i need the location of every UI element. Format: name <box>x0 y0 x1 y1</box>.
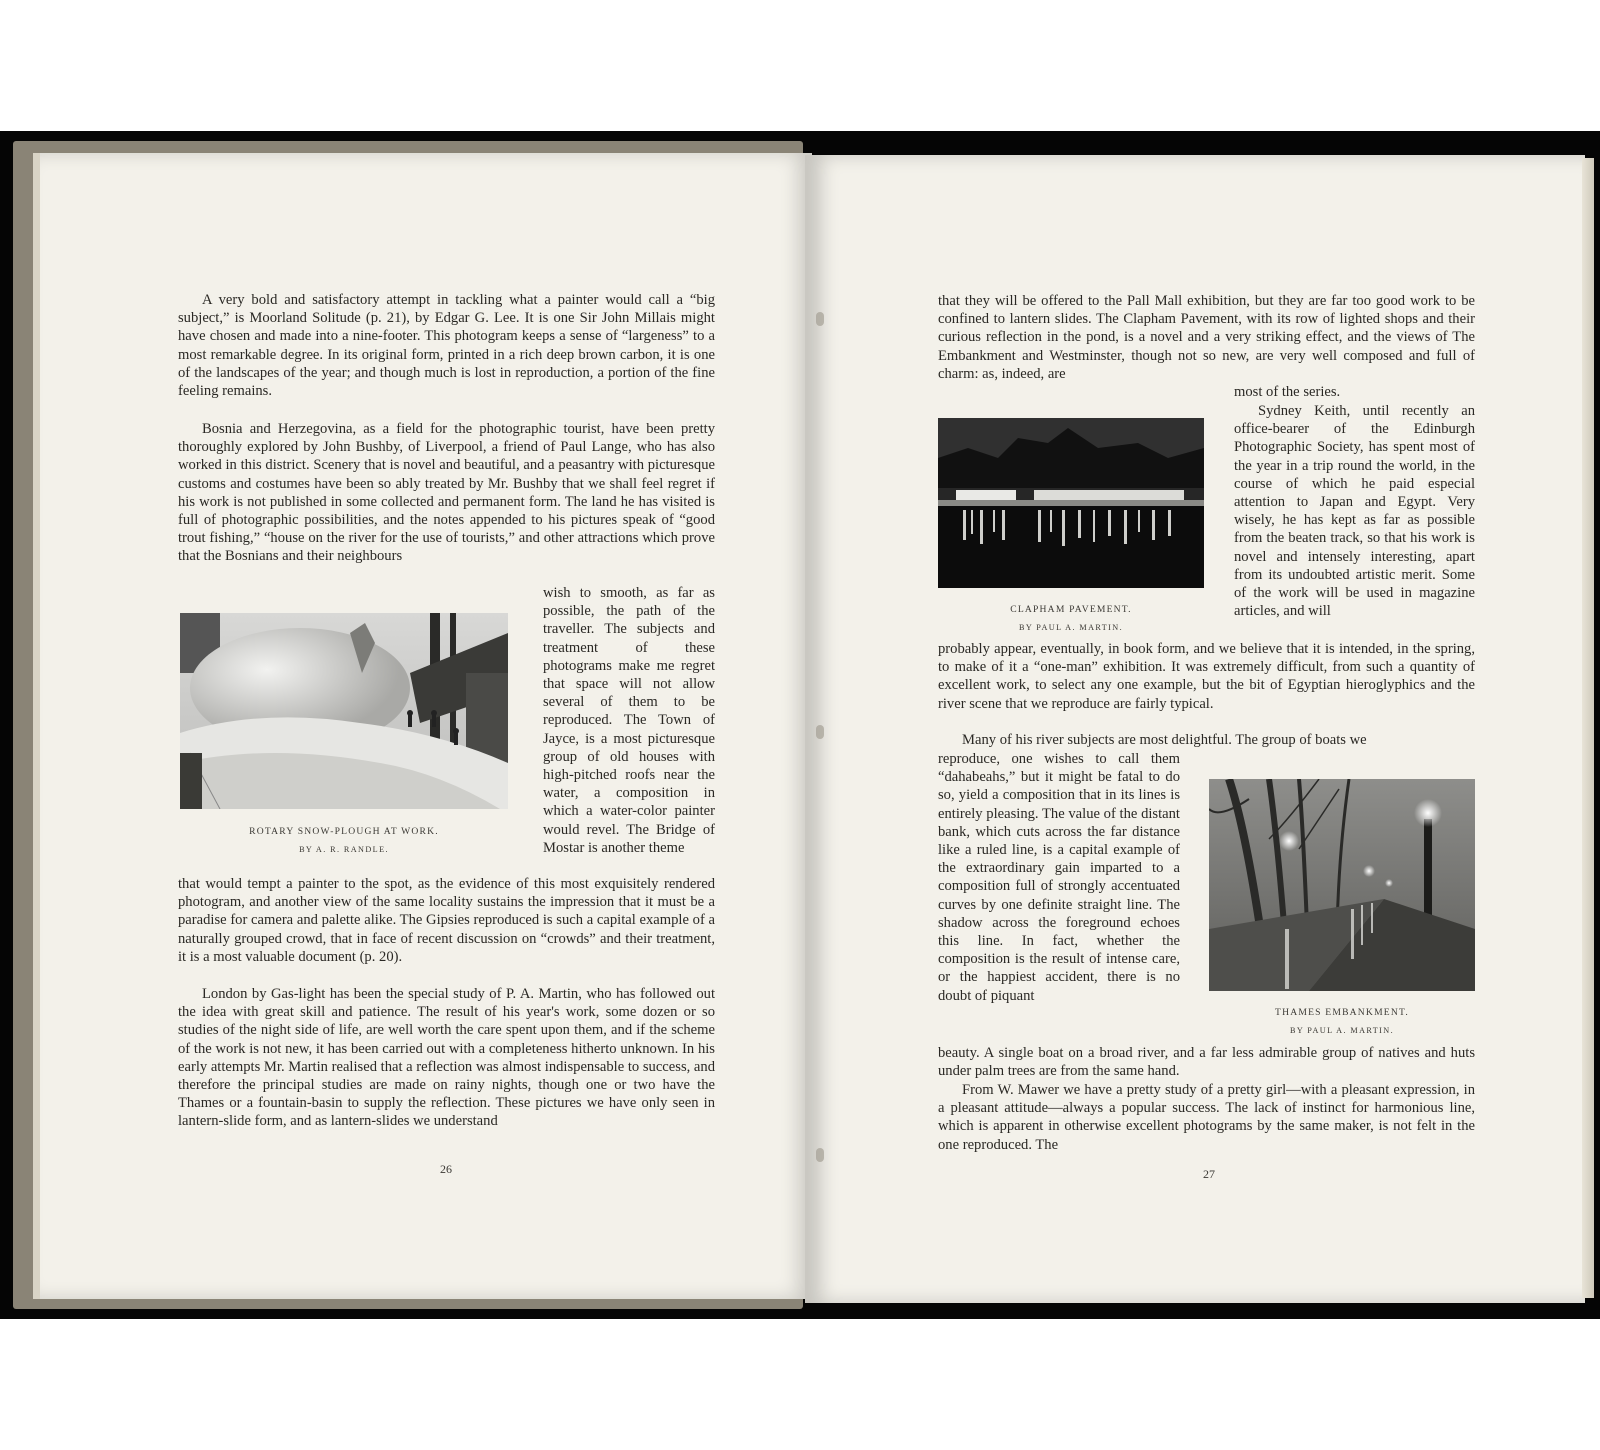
right-para-3-bottom <box>938 1044 1475 1080</box>
binding-mark <box>816 312 824 326</box>
left-para-2-side-text: wish to smooth, as far as possible, the path of the traveller. The subjects and treatment of these photograms make me regret that space will not allow several of them to be reproduced. The Town of Jayce, is a most picturesque group of old houses with high-pitched roofs near the water, a composition in which a water-color painter would revel. The Bridge of Mostar is another theme <box>543 585 715 856</box>
right-para-3-top <box>938 731 1475 749</box>
right-para-1-end-text: most of the series. <box>1234 384 1341 400</box>
thames-embankment-photo <box>1209 779 1475 991</box>
left-caption <box>180 823 508 859</box>
clapham-pavement-image <box>938 418 1204 588</box>
right-para-2-side <box>1234 402 1475 620</box>
binding-mark <box>816 725 824 739</box>
right-caption-1 <box>938 601 1204 637</box>
thames-embankment-image <box>1209 779 1475 991</box>
right-para-1-top <box>938 292 1475 383</box>
thames-caption-by: BY PAUL A. MARTIN. <box>1289 1026 1395 1035</box>
right-para-2-bottom <box>938 640 1475 713</box>
right-para-4-text: From W. Mawer we have a pretty study of a pretty girl—with a pleasant expression, in a pleasant attitude—always a popular success. The lack of instinct for harmonious line, which is apparent in otherwise excellent photograms by the same maker, is not felt in the one reproduced. The <box>938 1082 1475 1153</box>
left-para-2-side <box>543 584 715 857</box>
snow-plough-caption-by: BY A. R. RANDLE. <box>299 845 389 854</box>
left-para-3-text: London by Gas-light has been the special study of P. A. Martin, who has followed out the idea with great skill and patience. The result of his year's work, some dozen or so studies of the night side of life, are well worth the care spent upon them, and if the scheme of the work is not new, it has been carried out with a completeness hitherto unknown. In his early attempts Mr. Martin realised that a reflection was almost indispensable to success, and therefore the principal studies are made on rainy nights, though one or two have the Thames or a fountain-basin to supply the reflection. These pictures we have only seen in lantern-slide form, and as lantern-slides we understand <box>178 986 715 1130</box>
right-para-3-top-text: Many of his river subjects are most delightful. The group of boats we <box>962 732 1367 748</box>
left-para-2-top-text: Bosnia and Herzegovina, as a field for the photographic tourist, have been pretty thoroughly explored by John Bushby, of Liverpool, a friend of Paul Lange, who has also worked in this district. Scenery that is novel and beautiful, and a peasantry with picturesque customs and costumes have been so ably treated by Mr. Bushby that we shall feel regret if his work is not published in some collected and permanent form. The land he has visited is full of photographic possibilities, and the notes appended to his pictures speak of “good trout fishing,” “house on the river for the use of tourists,” and other attractions which prove that the Bosnians and their neighbours <box>178 421 715 565</box>
page-edge <box>1582 158 1594 1298</box>
left-para-1 <box>178 291 715 400</box>
clapham-caption-title: CLAPHAM PAVEMENT. <box>1010 604 1132 615</box>
left-page-number: 26 <box>440 1162 452 1176</box>
binding-mark <box>816 1148 824 1162</box>
left-para-2-bottom <box>178 875 715 966</box>
right-para-3-side <box>938 750 1180 1005</box>
left-para-1-text: A very bold and satisfactory attempt in tackling what a painter would call a “big subject,” is Moorland Solitude (p. 21), by Edgar G. Lee. It is one Sir John Millais might have chosen and made into a nine-footer. This photogram keeps a sense of “largeness” to a most remarkable degree. In its original form, printed in a rich deep brown carbon, it is one of the landscapes of the year; and though much is lost in reproduction, a portion of the fine feeling remains. <box>178 292 715 400</box>
right-para-2-side-text: Sydney Keith, until recently an office-bearer of the Edinburgh Photographic Society, has spent most of the year in a trip round the world, in the course of which he paid especial attention to Japan and Egypt. Very wisely, he has kept as far as possible from the beaten track, so that his work is novel and intensely interesting, apart from its undoubted artistic merit. Some of the work will be used in magazine articles, and will <box>1234 403 1475 620</box>
right-para-3-bottom-text: beauty. A single boat on a broad river, and a far less admirable group of natives and huts under palm trees are from the same hand. <box>938 1045 1475 1080</box>
thames-caption-title: THAMES EMBANKMENT. <box>1275 1007 1409 1018</box>
snow-plough-photo <box>180 613 508 809</box>
right-para-3-side-text: reproduce, one wishes to call them “dahabeahs,” but it might be fatal to do so, yield a composition that in its lines is entirely pleasing. The value of the distant bank, which cuts across the far distance like a ruled line, is a capital example of the extraordinary gain imparted to a composition full of strongly accentuated curves by one definite straight line. The shadow across the foreground echoes this line. In fact, whether the composition is the result of intense care, or the happiest accident, there is no doubt of piquant <box>938 751 1180 1004</box>
right-para-2-bottom-text: probably appear, eventually, in book form, and we believe that it is intended, in the spring, to make of it a “one-man” exhibition. It was extremely difficult, from such a quantity of excellent work, to select any one example, but the bit of Egyptian hieroglyphics and the river scene that we reproduce are fairly typical. <box>938 641 1475 712</box>
right-caption-2 <box>1209 1004 1475 1040</box>
right-page-number: 27 <box>1203 1167 1215 1181</box>
clapham-caption-by: BY PAUL A. MARTIN. <box>1018 623 1124 632</box>
right-para-1-top-text: that they will be offered to the Pall Mall exhibition, but they are far too good work to be confined to lantern slides. The Clapham Pavement, with its row of lighted shops and their curious reflection in the pond, is a novel and a very striking effect, and the views of The Embankment and Westminster, though not so new, are very well composed and full of charm: as, indeed, are <box>938 293 1475 382</box>
left-para-2-top <box>178 420 715 566</box>
clapham-pavement-photo <box>938 418 1204 588</box>
right-para-1-end <box>1234 383 1475 401</box>
left-para-3 <box>178 985 715 1131</box>
snow-plough-image <box>180 613 508 809</box>
left-para-2-bottom-text: that would tempt a painter to the spot, as the evidence of this most exquisitely rendered photogram, and another view of the same locality sustains the impression that it must be a paradise for camera and palette alike. The Gipsies reproduced is such a capital example of a naturally grouped crowd, that in face of recent discussion on “crowds” and their treatment, it is a most valuable document (p. 20). <box>178 876 715 965</box>
right-para-4 <box>938 1081 1475 1154</box>
snow-plough-caption-title: ROTARY SNOW-PLOUGH AT WORK. <box>249 826 439 837</box>
